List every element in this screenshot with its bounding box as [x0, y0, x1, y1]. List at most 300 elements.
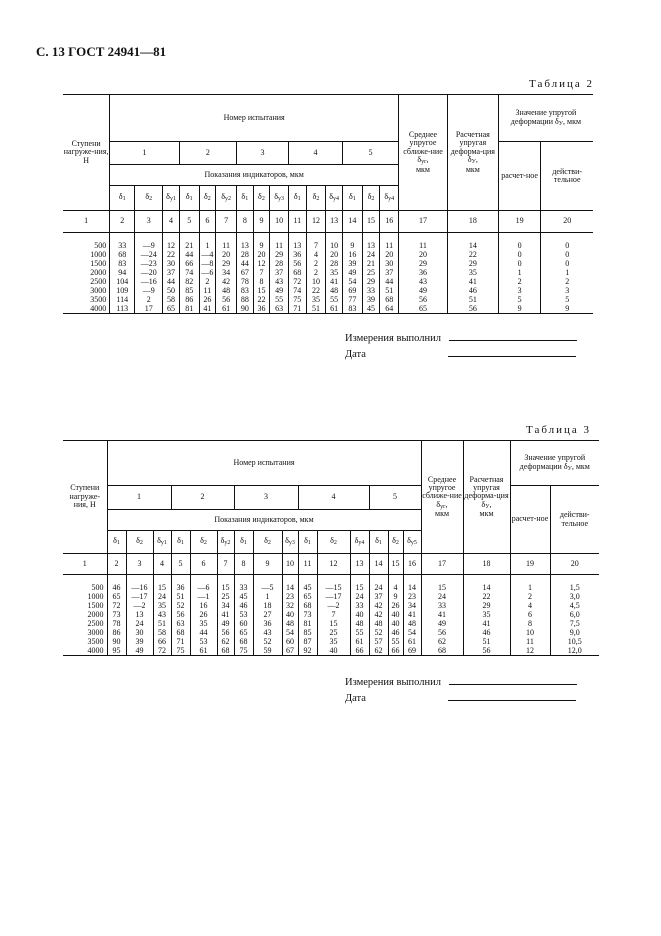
delta-sub: у4	[358, 540, 365, 547]
table-cell: 20	[253, 250, 270, 259]
date-label-2: Дата	[345, 693, 366, 704]
column-number: 3	[135, 211, 163, 233]
delta-base: δ	[329, 192, 334, 202]
table-cell: 36	[253, 304, 270, 314]
delta-sub: у3	[277, 196, 284, 203]
delta-symbol	[369, 531, 388, 554]
delta-sub: у2	[225, 196, 231, 203]
delta-symbol	[237, 186, 254, 211]
table-cell: 13	[288, 233, 306, 250]
table-cell: 45	[298, 575, 317, 592]
delta-symbol	[288, 186, 306, 211]
delta-sub: 2	[139, 540, 143, 547]
table-cell: 16	[190, 601, 217, 610]
calc-text: Расчетная упругая деформа-ция δ	[450, 130, 495, 165]
delta-base: δ	[354, 536, 359, 546]
table-cell: 11	[380, 233, 399, 250]
table-cell: —17	[317, 592, 350, 601]
test-number-1: 1	[107, 486, 171, 510]
table-cell: 56	[421, 628, 463, 637]
column-number: 6	[190, 554, 217, 575]
table-cell: 58	[153, 628, 171, 637]
delta-symbol	[350, 531, 369, 554]
table-cell: 43	[270, 277, 289, 286]
avg-sub: уг	[440, 503, 446, 510]
table-cell: 4	[510, 601, 550, 610]
signature-performed-2	[345, 677, 577, 688]
delta-sub: 2	[261, 196, 265, 203]
actual-header: действи-тельное	[550, 486, 599, 554]
table-cell: 62	[369, 646, 388, 656]
table-cell: 82	[179, 277, 199, 286]
table-cell: 23	[403, 592, 421, 601]
table-row	[63, 575, 599, 592]
column-number: 10	[270, 211, 289, 233]
table-cell: 16	[342, 250, 362, 259]
table-row	[63, 304, 593, 314]
stage-header-text: Ступени нагруже-ния, Н	[69, 483, 101, 510]
table-cell: 81	[298, 619, 317, 628]
table-cell: 86	[179, 295, 199, 304]
table-cell: 36	[399, 268, 448, 277]
table-cell: 52	[253, 637, 282, 646]
delta-symbol	[135, 186, 163, 211]
test-number-2: 2	[171, 486, 234, 510]
calc-unit: мкм	[479, 509, 494, 519]
table-cell: 50	[163, 286, 180, 295]
delta-symbol	[306, 186, 326, 211]
delta-base: δ	[204, 192, 208, 202]
table-cell: 15	[421, 575, 463, 592]
table-cell: 14	[282, 575, 298, 592]
table-cell: 49	[421, 619, 463, 628]
table-cell: 90	[107, 637, 126, 646]
column-number: 5	[171, 554, 190, 575]
table-cell: 11	[399, 233, 448, 250]
signature-performed	[345, 333, 577, 344]
table-cell: 87	[298, 637, 317, 646]
table-cell: 33	[362, 286, 380, 295]
delta-sub: у4	[388, 196, 395, 203]
table-cell: —6	[190, 575, 217, 592]
table-cell: 68	[288, 268, 306, 277]
table-cell: —6	[199, 268, 216, 277]
table-cell: 24	[126, 619, 153, 628]
table-cell: 3500	[90, 295, 107, 305]
table-cell: 61	[216, 304, 237, 314]
column-number: 11	[298, 554, 317, 575]
table-cell: 10	[510, 628, 550, 637]
table-cell: —17	[126, 592, 153, 601]
table-cell: 1	[253, 592, 282, 601]
delta-symbol	[217, 531, 234, 554]
column-number: 14	[369, 554, 388, 575]
table-cell: 24	[362, 250, 380, 259]
table-row	[63, 592, 599, 601]
table-cell: 114	[110, 295, 135, 304]
delta-symbol	[199, 186, 216, 211]
delta-symbol	[342, 186, 362, 211]
table-cell: 41	[421, 610, 463, 619]
table-cell: 3000	[90, 285, 107, 295]
delta-symbol	[270, 186, 289, 211]
column-number: 20	[550, 554, 599, 575]
column-number: 8	[234, 554, 253, 575]
elastic-text: Значение упругой деформации δ	[519, 453, 586, 471]
delta-symbol	[190, 531, 217, 554]
table-cell: 22	[163, 250, 180, 259]
delta-base: δ	[375, 536, 379, 546]
table-cell: 51	[153, 619, 171, 628]
table-cell: 66	[350, 646, 369, 656]
table-cell: 56	[399, 295, 448, 304]
stage-header	[63, 441, 107, 554]
table-cell: 41	[403, 610, 421, 619]
delta-sub: 2	[371, 196, 375, 203]
table-row	[63, 646, 599, 656]
table-cell: 2000	[90, 267, 107, 277]
table-cell: 15	[153, 575, 171, 592]
delta-symbol	[282, 531, 298, 554]
table-cell: 2	[306, 259, 326, 268]
column-number: 18	[463, 554, 510, 575]
table-cell: 24	[153, 592, 171, 601]
table-cell: 54	[342, 277, 362, 286]
table-cell: 67	[282, 646, 298, 656]
table-cell: 41	[199, 304, 216, 314]
table-cell: 90	[237, 304, 254, 314]
table-cell: 113	[110, 304, 135, 314]
table-cell: 26	[388, 601, 403, 610]
table-cell: 63	[171, 619, 190, 628]
table-cell: 1500	[90, 258, 107, 268]
performed-label: Измерения выполнил	[345, 333, 441, 344]
test-number-3: 3	[237, 142, 289, 165]
elastic-unit: , мкм	[563, 116, 582, 126]
table-cell: 30	[380, 259, 399, 268]
avg-text: Среднее упругое сближе-ние δ	[422, 474, 462, 509]
delta-symbol	[110, 186, 135, 211]
delta-sub: 1	[297, 196, 301, 203]
delta-base: δ	[367, 192, 372, 202]
table-cell: —24	[135, 250, 163, 259]
delta-sub: 1	[180, 540, 184, 547]
table-cell: 11	[216, 233, 237, 250]
elastic-header	[510, 441, 599, 486]
delta-sub: 2	[267, 540, 271, 547]
table-cell: 48	[216, 286, 237, 295]
table-cell: 3	[541, 286, 593, 295]
table-cell: 2500	[87, 618, 104, 628]
table-cell: 36	[253, 619, 282, 628]
table-cell: 43	[153, 610, 171, 619]
delta-symbol	[362, 186, 380, 211]
delta-base: δ	[407, 536, 411, 546]
table-cell: 49	[217, 619, 234, 628]
elastic-sub: У	[567, 465, 572, 472]
table-cell: 11	[199, 286, 216, 295]
table-cell: 34	[217, 601, 234, 610]
table-cell: 25	[362, 268, 380, 277]
table-cell: 39	[342, 259, 362, 268]
delta-sub: 1	[245, 196, 249, 203]
delta-base: δ	[118, 192, 123, 202]
table-cell: 66	[153, 637, 171, 646]
delta-sub: 2	[203, 540, 207, 547]
table-cell: —8	[199, 259, 216, 268]
table-cell: —15	[317, 575, 350, 592]
table-cell: 35	[306, 295, 326, 304]
readings-header: Показания индикаторов, мкм	[110, 165, 399, 186]
table-cell: 44	[237, 259, 254, 268]
table-cell: 68	[421, 646, 463, 656]
table-cell: 30	[163, 259, 180, 268]
table-cell: 11	[510, 637, 550, 646]
table-cell: 36	[171, 575, 190, 592]
table-cell: 42	[369, 601, 388, 610]
table-cell: 73	[107, 610, 126, 619]
column-number: 2	[110, 211, 135, 233]
calc-sub: У	[485, 503, 490, 510]
table-cell: 49	[399, 286, 448, 295]
delta-base: δ	[200, 536, 204, 546]
column-number: 9	[253, 554, 282, 575]
table-cell: —4	[199, 250, 216, 259]
table-cell: 49	[126, 646, 153, 656]
table-cell: 75	[288, 295, 306, 304]
table-cell: 78	[237, 277, 254, 286]
table-cell: 9	[541, 304, 593, 314]
page-header: С. 13 ГОСТ 24941—81	[36, 44, 167, 59]
delta-symbol	[253, 531, 282, 554]
table-cell: 72	[153, 646, 171, 656]
table-cell: 43	[253, 628, 282, 637]
table-cell: 28	[326, 259, 343, 268]
date-line	[448, 356, 576, 357]
table-cell: 46	[388, 628, 403, 637]
delta-base: δ	[348, 192, 353, 202]
elastic-unit: , мкм	[571, 461, 590, 471]
table-cell: 0	[498, 259, 541, 268]
delta-sub: 1	[378, 540, 382, 547]
table-cell: 85	[179, 286, 199, 295]
table-cell: 61	[403, 637, 421, 646]
column-number: 5	[179, 211, 199, 233]
table-cell: 9	[253, 233, 270, 250]
table-cell: 73	[298, 610, 317, 619]
table-cell: 7	[306, 233, 326, 250]
table-cell: 1000	[90, 249, 107, 259]
table-cell: 68	[110, 250, 135, 259]
table-cell: 41	[326, 277, 343, 286]
table-cell: —2	[126, 601, 153, 610]
table-cell: —5	[253, 575, 282, 592]
calculated-header: расчет-ное	[498, 142, 541, 211]
table-cell: 56	[216, 295, 237, 304]
delta-base: δ	[145, 192, 150, 202]
table-cell: 88	[237, 295, 254, 304]
delta-symbol	[163, 186, 180, 211]
table-cell: 24	[421, 592, 463, 601]
delta-sub: 1	[243, 540, 247, 547]
table-cell: 36	[288, 250, 306, 259]
table-cell: 109	[110, 286, 135, 295]
table-cell: 22	[447, 250, 498, 259]
column-number: 19	[498, 211, 541, 233]
column-number: 9	[253, 211, 270, 233]
table-cell: 500	[91, 582, 104, 592]
table-cell: 61	[190, 646, 217, 656]
table-cell: 63	[270, 304, 289, 314]
table-cell: 26	[199, 295, 216, 304]
table-cell: 104	[110, 277, 135, 286]
elastic-header	[498, 95, 593, 142]
table-cell: 52	[171, 601, 190, 610]
performed-label-2: Измерения выполнил	[345, 677, 441, 688]
table-cell: 65	[107, 592, 126, 601]
delta-sub: у5	[410, 540, 417, 547]
delta-base: δ	[274, 192, 278, 202]
column-number: 17	[399, 211, 448, 233]
table-row	[63, 259, 593, 268]
table-cell: 29	[463, 601, 510, 610]
column-number: 17	[421, 554, 463, 575]
table-cell: 45	[234, 592, 253, 601]
table-cell: 65	[234, 628, 253, 637]
table-cell: 11	[270, 233, 289, 250]
delta-base: δ	[384, 192, 389, 202]
table-cell: 13	[126, 610, 153, 619]
table-cell: 24	[350, 592, 369, 601]
table-cell: 53	[234, 610, 253, 619]
delta-base: δ	[312, 192, 317, 202]
delta-symbol	[126, 531, 153, 554]
calc-sub: У	[471, 159, 476, 166]
column-number: 3	[126, 554, 153, 575]
table-cell: 10	[326, 233, 343, 250]
column-number: 7	[217, 554, 234, 575]
table-cell: 4,5	[550, 601, 599, 610]
table-cell: 15	[350, 575, 369, 592]
table-cell: 46	[463, 628, 510, 637]
table-cell: 71	[171, 637, 190, 646]
delta-symbol	[216, 186, 237, 211]
table-cell: 21	[179, 233, 199, 250]
delta-symbol	[179, 186, 199, 211]
table-cell: 35	[190, 619, 217, 628]
table-cell: 6	[510, 610, 550, 619]
table-cell: 60	[282, 637, 298, 646]
table-cell: 39	[126, 637, 153, 646]
table-cell: 15	[253, 286, 270, 295]
table-cell: 7	[317, 610, 350, 619]
table-cell: 4000	[63, 304, 110, 314]
table-cell: 29	[216, 259, 237, 268]
avg-unit: мкм	[435, 509, 450, 519]
delta-sub: у1	[160, 540, 167, 547]
table-cell: 65	[298, 592, 317, 601]
delta-base: δ	[304, 536, 308, 546]
table-cell: 18	[253, 601, 282, 610]
signature-date	[345, 349, 576, 360]
table-cell: 48	[350, 619, 369, 628]
table-row	[63, 233, 593, 250]
delta-symbol	[253, 186, 270, 211]
column-number: 11	[288, 211, 306, 233]
table-cell: 44	[380, 277, 399, 286]
elastic-text: Значение упругой деформации δ	[510, 108, 577, 126]
table-cell: 9	[342, 233, 362, 250]
test-number-5: 5	[369, 486, 421, 510]
test-number-5: 5	[342, 142, 398, 165]
table-cell: —1	[190, 592, 217, 601]
table-cell: 75	[171, 646, 190, 656]
table-cell: 1,5	[550, 575, 599, 592]
table-cell: —2	[317, 601, 350, 610]
table-cell: 62	[421, 637, 463, 646]
delta-sub: 2	[316, 196, 320, 203]
column-number: 16	[380, 211, 399, 233]
table-cell: 83	[110, 259, 135, 268]
test-number-4: 4	[288, 142, 342, 165]
column-number: 1	[63, 554, 107, 575]
table-cell: 83	[342, 304, 362, 314]
table-row	[63, 268, 593, 277]
table-cell: 26	[190, 610, 217, 619]
table-cell: —23	[135, 259, 163, 268]
table-cell: 9,0	[550, 628, 599, 637]
delta-base: δ	[157, 536, 161, 546]
performed-line-2	[449, 684, 577, 685]
table-cell: 4	[388, 575, 403, 592]
table-cell: 29	[270, 250, 289, 259]
stage-header-text: Ступени нагруже-ния, Н	[63, 138, 109, 165]
table-cell: 54	[403, 628, 421, 637]
table-cell: 68	[298, 601, 317, 610]
delta-symbol	[234, 531, 253, 554]
table-cell: 40	[388, 619, 403, 628]
table-cell: 53	[190, 637, 217, 646]
delta-base: δ	[264, 536, 268, 546]
table-cell: 72	[107, 601, 126, 610]
column-number: 4	[153, 554, 171, 575]
delta-sub: у2	[224, 540, 231, 547]
calc-unit: мкм	[465, 164, 480, 174]
table-cell: 20	[216, 250, 237, 259]
date-label: Дата	[345, 349, 366, 360]
table-3	[63, 440, 599, 656]
calc-text: Расчетная упругая деформа-ция δ	[464, 474, 509, 509]
table-row	[63, 250, 593, 259]
table-cell: —9	[135, 233, 163, 250]
table-cell: 55	[326, 295, 343, 304]
performed-line	[449, 340, 577, 341]
table-cell: 61	[350, 637, 369, 646]
table-cell: 35	[447, 268, 498, 277]
table-cell: 44	[163, 277, 180, 286]
delta-base: δ	[258, 192, 262, 202]
table-cell: 13	[362, 233, 380, 250]
table-cell: 81	[179, 304, 199, 314]
table-cell: 64	[380, 304, 399, 314]
table-2-caption: Таблица 2	[529, 78, 595, 90]
table-cell: 68	[171, 628, 190, 637]
table-cell: 12	[163, 233, 180, 250]
table-cell: —20	[135, 268, 163, 277]
table-cell: 29	[362, 277, 380, 286]
table-cell: 42	[216, 277, 237, 286]
delta-base: δ	[392, 536, 396, 546]
